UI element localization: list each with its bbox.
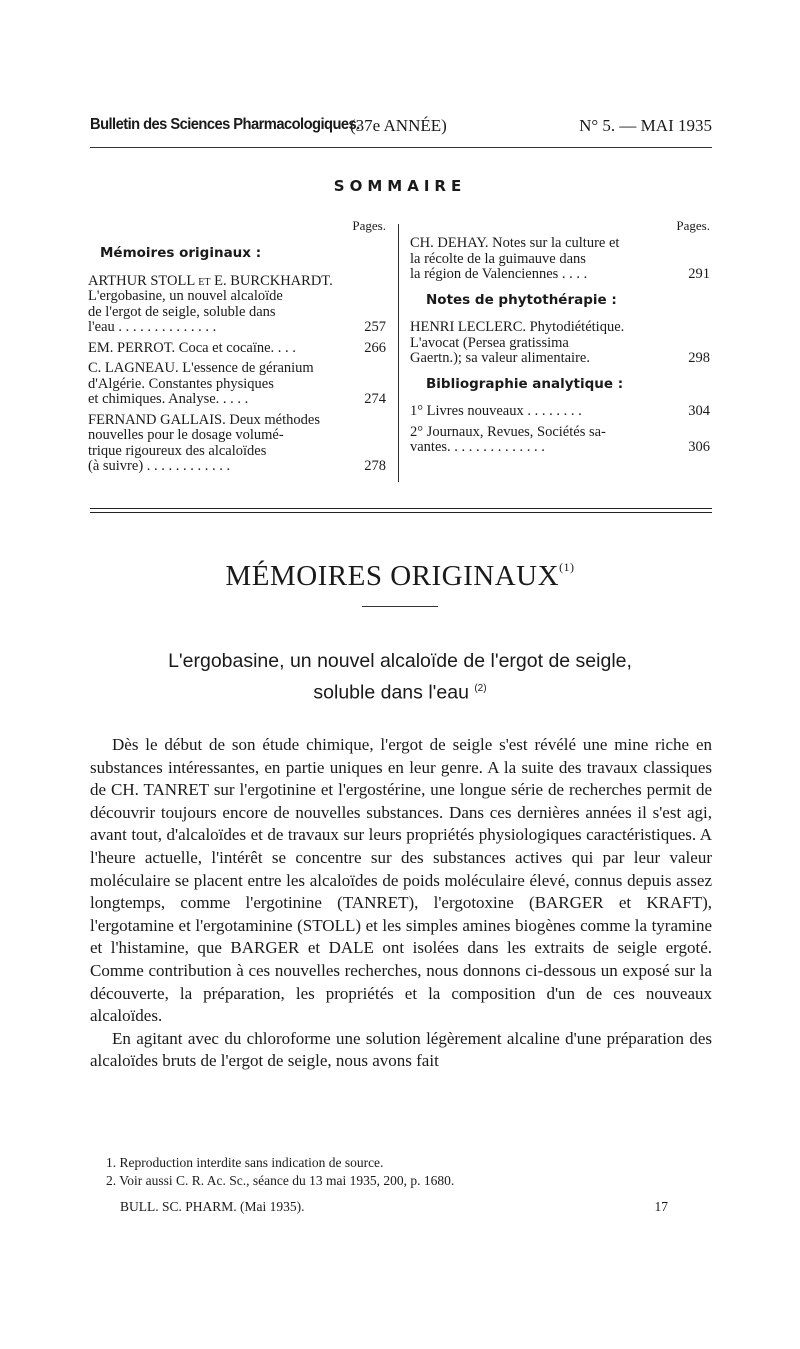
toc-page: 298: [688, 350, 710, 366]
toc-page: 257: [364, 319, 386, 335]
running-head: [90, 116, 712, 140]
pages-label: Pages.: [676, 218, 710, 233]
toc-left-column: [88, 218, 386, 480]
section-memoires: Mémoires originaux :: [100, 245, 262, 261]
paragraph: Dès le début de son étude chimique, l'ergot de seigle s'est révélé une mine riche en substances intéressantes, en partie uniques en leur genre. A la suite des travaux classiques de CH. TANRET sur l'ergotinine et l'ergostérine, une longue série de recherches permit de découvrir toujours encore de nouvelles substances. Dans ces dernières années il s'est agi, avant tout, d'alcaloïdes et de travaux sur leurs propriétés physiologiques caractéristiques. A l'heure actuelle, l'intérêt se concentre sur des substances actives qui par leur valeur moléculaire se placent entre les alcaloïdes de poids moléculaire élevé, connus depuis assez longtemps, comme l'ergotinine (TANRET), l'ergotoxine (BARGER et KRAFT), l'ergotamine et l'ergotaminine (STOLL) et les simples amines biogènes comme la tyramine et l'histamine, que BARGER et DALE ont isolées dans les extraits de seigle ergoté. Comme contribution à ces nouvelles recherches, nous donnons ci-dessous un exposé sur la découverte, la préparation, les propriétés et la composition d'un de ces nouveaux alcaloïdes.: [90, 735, 712, 1026]
journal-year: (37e ANNÉE): [350, 116, 447, 135]
title-rule: [362, 606, 438, 607]
toc-page: 274: [364, 391, 386, 407]
toc-page: 306: [688, 439, 710, 455]
separator-rule: [90, 512, 712, 513]
section-main-title: MÉMOIRES ORIGINAUX$^{(1)}$: [225, 560, 575, 592]
footnotes: [106, 1154, 712, 1190]
issue-number: N° 5. — MAI 1935: [579, 116, 712, 135]
toc-entry: FERNAND GALLAIS. Deux méthodes nouvelles pour le dosage volumé- trique rigoureux des alcaloïdes (à suivre) . . . . . . . . . . . . 278: [88, 411, 386, 474]
toc-page: 278: [364, 458, 386, 474]
article-body: [90, 734, 712, 1073]
toc-entry: EM. PERROT. Coca et cocaïne. . . . 266: [88, 339, 386, 356]
toc-entry: HENRI LECLERC. Phytodiététique. L'avocat (Persea gratissima Gaertn.); sa valeur alimentaire. 298: [410, 319, 710, 366]
toc-page: 266: [364, 339, 386, 356]
footer-citation: BULL. SC. PHARM. (Mai 1935).: [120, 1199, 305, 1214]
toc-right-column: [410, 218, 710, 461]
separator-rule: [90, 508, 712, 509]
journal-title: Bulletin des Sciences Pharmacologiques.: [90, 116, 360, 133]
page-number: 17: [654, 1199, 668, 1214]
toc-page: 304: [688, 403, 710, 419]
footnote: 2. Voir aussi C. R. Ac. Sc., séance du 13 mai 1935, 200, p. 1680.: [106, 1173, 455, 1188]
sommaire-heading: SOMMAIRE: [333, 177, 467, 195]
section-bibliographie: Bibliographie analytique :: [426, 375, 624, 392]
toc-entry: 1° Livres nouveaux . . . . . . . . 304: [410, 403, 710, 419]
toc-entry: 2° Journaux, Revues, Sociétés sa- vantes. . . . . . . . . . . . . . 306: [410, 423, 710, 455]
footnote-ref: (1): [559, 560, 575, 574]
paragraph: En agitant avec du chloroforme une solution légèrement alcaline d'une préparation des alcaloïdes bruts de l'ergot de seigle, nous avons fait: [90, 1028, 712, 1071]
toc-entry: ARTHUR STOLL et E. BURCKHARDT. L'ergobasine, un nouvel alcaloïde de l'ergot de seigle, soluble dans l'eau . . . . . . . . . . . . . . 257: [88, 272, 386, 335]
footnote-ref: (2): [474, 683, 487, 694]
toc-entry: CH. DEHAY. Notes sur la culture et la récolte de la guimauve dans la région de Valenciennes . . . . 291: [410, 235, 710, 282]
section-phytotherapie: Notes de phytothérapie :: [426, 291, 617, 308]
pages-label: Pages.: [352, 218, 386, 233]
footnote: 1. Reproduction interdite sans indication de source.: [106, 1155, 384, 1170]
header-rule: [90, 147, 712, 148]
toc-entry: C. LAGNEAU. L'essence de géranium d'Algérie. Constantes physiques et chimiques. Analyse. . . . . 274: [88, 360, 386, 407]
article-title: L'ergobasine, un nouvel alcaloïde de l'ergot de seigle, soluble dans l'eau $^{(2)}$: [168, 650, 632, 704]
toc-page: 291: [688, 266, 710, 282]
toc-divider: [398, 224, 399, 482]
